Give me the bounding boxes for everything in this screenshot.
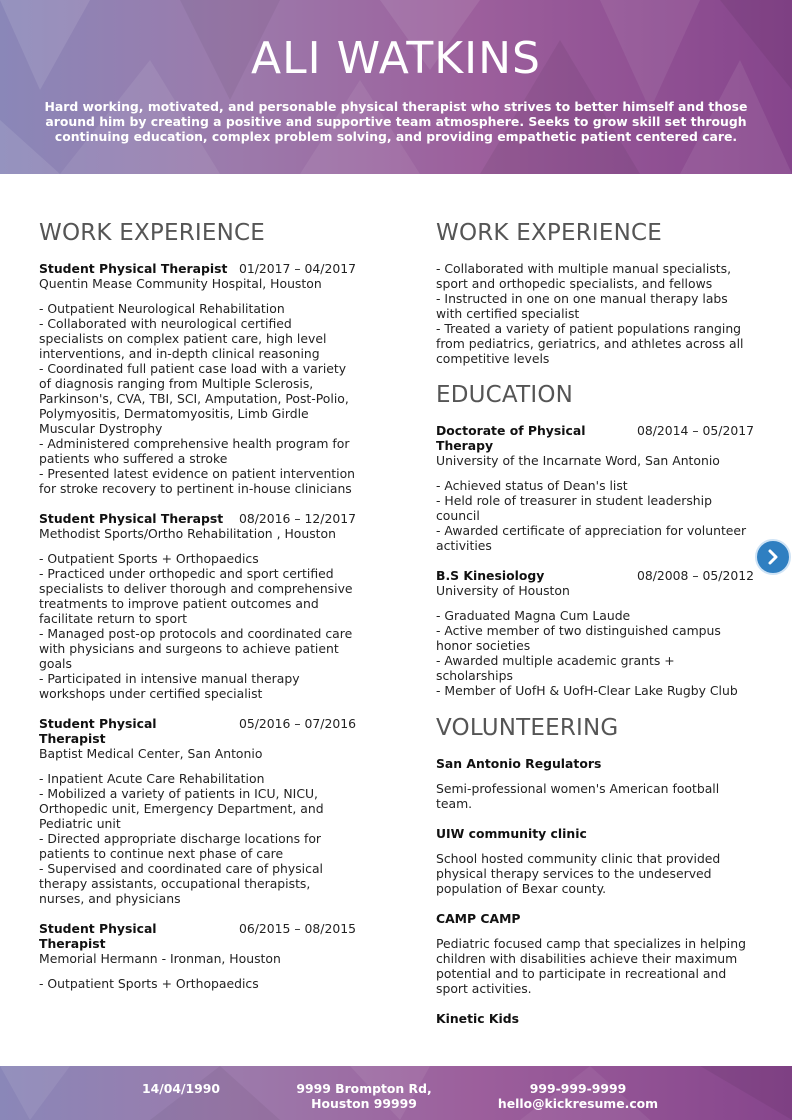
bullet-item: - Instructed in one on one manual therapy labs with certified specialist [436, 291, 728, 321]
bullet-item: - Outpatient Sports + Orthopaedics [39, 551, 259, 566]
bullet-item: - Awarded certificate of appreciation for volunteer activities [436, 523, 747, 553]
volunteer-description: Semi-professional women's American football team. [436, 781, 720, 811]
work-experience-continued-heading: WORK EXPERIENCE [436, 220, 663, 246]
entry-place: Baptist Medical Center, San Antonio [39, 746, 263, 761]
entry-title: B.S Kinesiology [436, 568, 545, 583]
entry-bullets [436, 608, 754, 698]
entry-dates: 08/2008 – 05/2012 [636, 568, 754, 583]
profile-summary: Hard working, motivated, and personable physical therapist who strives to better himself and those around him by creating a positive and supportive team atmosphere. Seeks to grow skill set through continuing education, complex problem solving, and providing empathetic patient centered care. [44, 99, 748, 144]
bullet-item: - Participated in intensive manual therapy workshops under certified specialist [39, 671, 300, 701]
volunteering-heading: VOLUNTEERING [436, 715, 619, 741]
volunteer-description: Pediatric focused camp that specializes in helping children with disabilities achieve their maximum potential and to participate in recreational and sport activities. [436, 936, 746, 996]
bullet-item: - Outpatient Sports + Orthopaedics [39, 976, 259, 991]
bullet-item: - Presented latest evidence on patient intervention for stroke recovery to pertinent in-house clinicians [39, 466, 356, 496]
bullet-item: - Graduated Magna Cum Laude [436, 608, 631, 623]
next-page-button[interactable] [755, 539, 791, 575]
entry-bullets [39, 551, 356, 701]
bullet-item: - Administered comprehensive health program for patients who suffered a stroke [39, 436, 350, 466]
entry-dates: 08/2014 – 05/2017 [636, 423, 754, 438]
entry-bullets [39, 301, 356, 496]
volunteer-entry [436, 911, 754, 996]
bullet-item: - Treated a variety of patient populations ranging from pediatrics, geriatrics, and athletes across all competitive levels [436, 321, 744, 366]
bullet-item: - Managed post-op protocols and coordinated care with physicians and surgeons to achieve patient goals [39, 626, 353, 671]
bullet-item: - Member of UofH & UofH-Clear Lake Rugby Club [436, 683, 738, 698]
work-entry [39, 261, 356, 496]
entry-title: Student Physical Therapist [39, 716, 157, 746]
entry-dates: 08/2016 – 12/2017 [238, 511, 356, 526]
address-line: Houston 99999 [311, 1096, 417, 1111]
entry-title: Student Physical Therapst [39, 511, 224, 526]
bullet-item: - Collaborated with neurological certified specialists on complex patient care, high level interventions, and in-depth clinical reasoning [39, 316, 327, 361]
education-entry [436, 568, 754, 698]
entry-place: University of Houston [436, 583, 570, 598]
bullet-item: - Collaborated with multiple manual specialists, sport and orthopedic specialists, and fellows [436, 261, 732, 291]
bullet-item: - Mobilized a variety of patients in ICU, NICU, Orthopedic unit, Emergency Department, and Pediatric unit [39, 786, 324, 831]
entry-dates: 01/2017 – 04/2017 [238, 261, 356, 276]
entry-title: Student Physical Therapist [39, 921, 157, 951]
header-banner [0, 0, 792, 174]
bullet-item: - Held role of treasurer in student leadership council [436, 493, 712, 523]
bullet-item: - Supervised and coordinated care of physical therapy assistants, occupational therapists, nurses, and physicians [39, 861, 323, 906]
volunteer-entry [436, 1011, 754, 1026]
work-experience-heading: WORK EXPERIENCE [39, 220, 266, 246]
entry-place: Quentin Mease Community Hospital, Houston [39, 276, 322, 291]
footer-birthdate: 14/04/1990 [141, 1081, 221, 1096]
email-link[interactable]: hello@kickresume.com [497, 1096, 659, 1111]
entry-dates: 06/2015 – 08/2015 [238, 921, 356, 936]
chevron-right-icon [763, 547, 783, 567]
volunteer-name: CAMP CAMP [436, 911, 521, 926]
work-entry [39, 511, 356, 701]
entry-dates: 05/2016 – 07/2016 [238, 716, 356, 731]
bullet-item: - Achieved status of Dean's list [436, 478, 628, 493]
bullet-item: - Practiced under orthopedic and sport certified specialists to deliver thorough and comprehensive treatments to improve patient outcomes and facilitate return to sport [39, 566, 353, 626]
volunteer-entry [436, 756, 754, 811]
work-entry [39, 716, 356, 906]
volunteer-description: School hosted community clinic that provided physical therapy services to the undeserved population of Bexar county. [436, 851, 721, 896]
bullet-item: - Active member of two distinguished campus honor societies [436, 623, 721, 653]
entry-place: Memorial Hermann - Ironman, Houston [39, 951, 281, 966]
entry-bullets [436, 478, 754, 553]
entry-place: University of the Incarnate Word, San Antonio [436, 453, 720, 468]
volunteer-name: UIW community clinic [436, 826, 587, 841]
bullet-item: - Coordinated full patient case load with a variety of diagnosis ranging from Multiple Sclerosis, Parkinson's, CVA, TBI, SCI, Amputation, Post-Polio, Polymyositis, Dermatomyositis, Limb Girdle Muscular Dystrophy [39, 361, 349, 436]
education-entry [436, 423, 754, 553]
entry-title: Doctorate of Physical Therapy [436, 423, 586, 453]
entry-bullets [39, 976, 356, 991]
bullet-item: - Awarded multiple academic grants + scholarships [436, 653, 675, 683]
work-entry [39, 921, 356, 991]
footer-contact [488, 1081, 668, 1111]
volunteer-name: Kinetic Kids [436, 1011, 519, 1026]
volunteer-name: San Antonio Regulators [436, 756, 602, 771]
volunteer-entry [436, 826, 754, 896]
education-heading: EDUCATION [436, 382, 574, 408]
right-column [436, 218, 754, 1036]
entry-bullets [39, 771, 356, 906]
bullet-item: - Directed appropriate discharge locations for patients to continue next phase of care [39, 831, 321, 861]
entry-title: Student Physical Therapist [39, 261, 228, 276]
left-column [39, 218, 356, 1006]
footer-address [289, 1081, 439, 1111]
work-continued-bullets [436, 261, 754, 366]
bullet-item: - Inpatient Acute Care Rehabilitation [39, 771, 265, 786]
bullet-item: - Outpatient Neurological Rehabilitation [39, 301, 285, 316]
address-line: 9999 Brompton Rd, [296, 1081, 432, 1096]
entry-place: Methodist Sports/Ortho Rehabilitation , Houston [39, 526, 336, 541]
candidate-name: ALI WATKINS [251, 33, 541, 84]
phone-number[interactable]: 999-999-9999 [529, 1081, 627, 1096]
